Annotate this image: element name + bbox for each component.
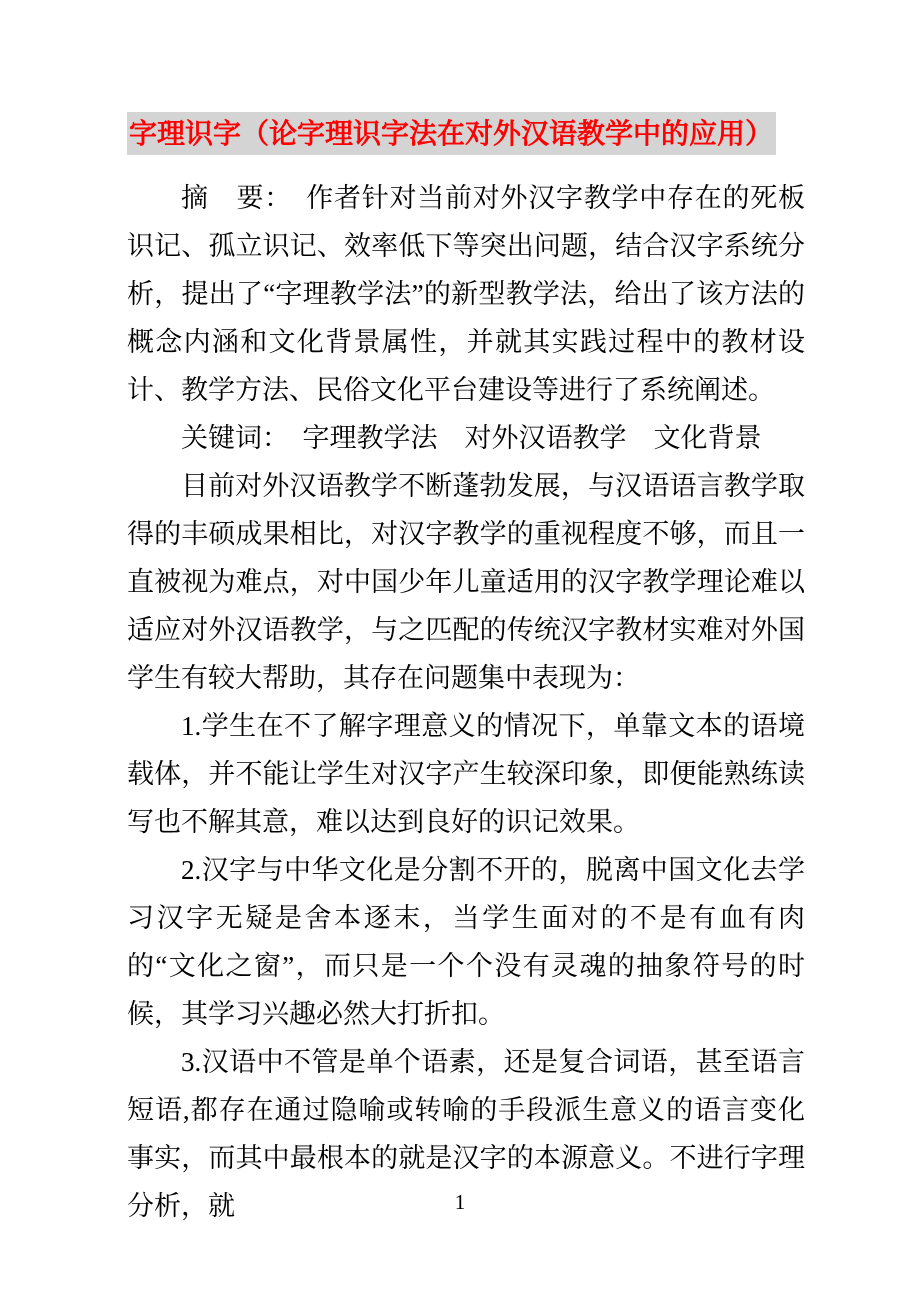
paragraph-point-1: 1.学生在不了解字理意义的情况下，单靠文本的语境载体，并不能让学生对汉字产生较深印象，即便能熟练读写也不解其意，难以达到良好的识记效果。 [127, 711, 805, 837]
document-title [127, 112, 805, 156]
title-highlight-text: 字理识字（论字理识字法在对外汉语教学中的应用） [127, 112, 776, 155]
paragraph-intro: 目前对外汉语教学不断蓬勃发展，与汉语语言教学取得的丰硕成果相比，对汉字教学的重视程度不够，而且一直被视为难点，对中国少年儿童适用的汉字教学理论难以适应对外汉语教学，与之匹配的传统汉字教材实难对外国学生有较大帮助，其存在问题集中表现为： [127, 471, 805, 693]
document-content [127, 112, 805, 1230]
paragraph-keywords: 关键词： 字理教学法 对外汉语教学 文化背景 [181, 423, 762, 453]
paragraph-point-3: 3.汉语中不管是单个语素，还是复合词语，甚至语言短语,都存在通过隐喻或转喻的手段派生意义的语言变化事实，而其中最根本的就是汉字的本源意义。不进行字理分析，就 [127, 1047, 805, 1221]
document-body [127, 174, 805, 1230]
paragraph-point-2: 2.汉字与中华文化是分割不开的，脱离中国文化去学习汉字无疑是舍本逐末，当学生面对的不是有血有肉的“文化之窗”，而只是一个个没有灵魂的抽象符号的时候，其学习兴趣必然大打折扣。 [127, 855, 805, 1029]
page-number: 1 [454, 1190, 466, 1214]
paragraph-abstract: 摘 要： 作者针对当前对外汉字教学中存在的死板识记、孤立识记、效率低下等突出问题，结合汉字系统分析，提出了“字理教学法”的新型教学法，给出了该方法的概念内涵和文化背景属性，并就其实践过程中的教材设计、教学方法、民俗文化平台建设等进行了系统阐述。 [127, 183, 805, 405]
